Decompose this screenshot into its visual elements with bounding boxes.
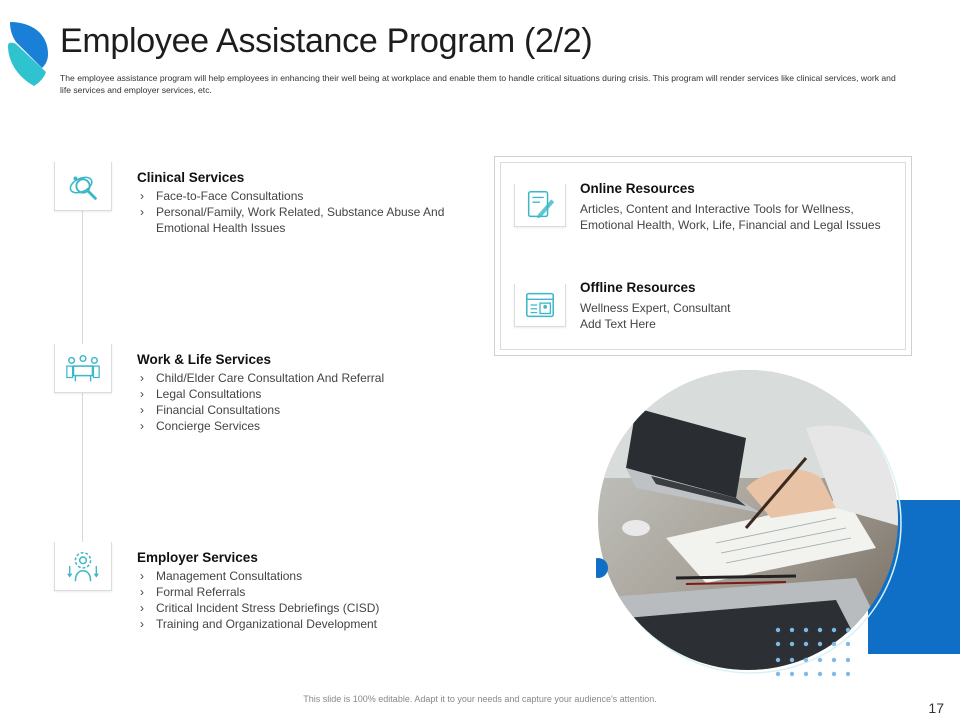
service-item: › Financial Consultations [137, 402, 384, 418]
magnifier-icon [54, 162, 112, 211]
service-title: Clinical Services [137, 170, 245, 185]
service-item: › Legal Consultations [137, 386, 384, 402]
service-title: Employer Services [137, 550, 258, 565]
service-title: Work & Life Services [137, 352, 272, 367]
service-item: › Child/Elder Care Consultation And Referral [137, 370, 384, 386]
resource-title: Online Resources [580, 181, 695, 196]
service-item: › Face-to-Face Consultations [137, 188, 456, 204]
footer-note: This slide is 100% editable. Adapt it to your needs and capture your audience's attention. [303, 694, 657, 704]
service-clinical [137, 170, 456, 236]
service-item: › Concierge Services [137, 418, 384, 434]
resource-text: Wellness Expert, Consultant Add Text Here [580, 301, 731, 331]
resource-offline [580, 280, 740, 332]
document-pen-icon [514, 184, 566, 227]
page-subtitle: The employee assistance program will help employees in enhancing their well being at workplace and enable them to handle critical situations during crisis. This program will render services like clinical services, work and life services and employer services, etc. [60, 73, 896, 95]
service-item: › Training and Organizational Development [137, 616, 379, 632]
meeting-icon [54, 344, 112, 393]
service-item: › Personal/Family, Work Related, Substance Abuse And Emotional Health Issues [137, 204, 456, 236]
resource-title: Offline Resources [580, 280, 696, 295]
service-work-life [137, 352, 384, 434]
page-title: Employee Assistance Program (2/2) [60, 22, 593, 60]
gear-person-icon [54, 542, 112, 591]
service-item: › Management Consultations [137, 568, 379, 584]
workplace-photo [596, 368, 906, 678]
service-item: › Formal Referrals [137, 584, 379, 600]
resource-online [580, 181, 890, 233]
page-number: 17 [928, 700, 944, 716]
service-employer [137, 550, 379, 632]
resource-text: Articles, Content and Interactive Tools for Wellness, Emotional Health, Work, Life, Financial and Legal Issues [580, 202, 881, 232]
logo [6, 20, 50, 88]
profile-document-icon [514, 284, 566, 327]
service-item: › Critical Incident Stress Debriefings (CISD) [137, 600, 379, 616]
